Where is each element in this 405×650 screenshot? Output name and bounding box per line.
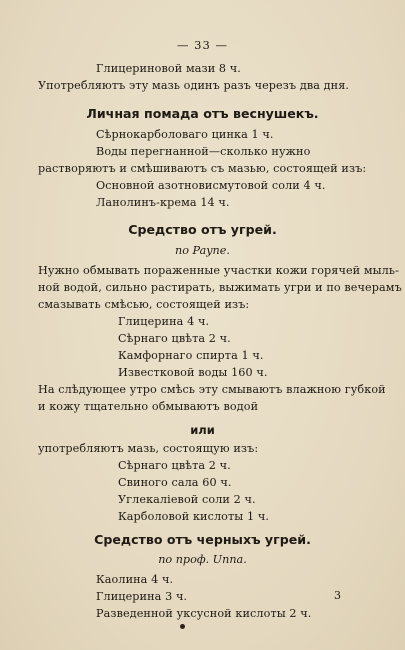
section2-line-1: Нужно обмывать пораженные участки кожи горячей мыль- — [38, 264, 399, 277]
page-number: — 33 — — [177, 38, 228, 52]
section2-line-9: и кожу тщательно обмываютъ водой — [38, 400, 259, 413]
section2-line-7: Известковой воды 160 ч. — [118, 366, 268, 379]
section1-line-2: Воды перегнанной—сколько нужно — [96, 145, 311, 158]
section2b-line-5: Карболовой кислоты 1 ч. — [118, 510, 269, 523]
section2-line-5: Сѣрнаго цвѣта 2 ч. — [118, 332, 231, 345]
section2-line-6: Камфорнаго спирта 1 ч. — [118, 349, 264, 362]
section2b-line-4: Углекалiевой соли 2 ч. — [118, 493, 256, 506]
section3-line-2: Глицерина 3 ч. — [96, 590, 188, 603]
section2b-line-3: Свиного сала 60 ч. — [118, 476, 232, 489]
intro-line-1: Глицериновой мази 8 ч. — [96, 62, 241, 75]
section1-line-4: Основной азотновисмутовой соли 4 ч. — [96, 179, 326, 192]
section2-line-2: ной водой, сильно растирать, выжимать угри и по вечерамъ — [38, 281, 402, 294]
section1-heading: Личная помада отъ веснушекъ. — [86, 106, 319, 121]
section1-line-1: Сѣрнокарболоваго цинка 1 ч. — [96, 128, 274, 141]
or-label: или — [190, 423, 215, 437]
section2b-line-1: употребляютъ мазь, состоящую изъ: — [38, 442, 259, 455]
section2-subtitle: по Payne. — [175, 244, 230, 257]
section3-subtitle: по проф. Unna. — [158, 553, 247, 566]
section2b-line-2: Сѣрнаго цвѣта 2 ч. — [118, 459, 231, 472]
section3-heading: Средство отъ черныхъ угрей. — [94, 532, 311, 547]
section2-heading: Средство отъ угрей. — [128, 222, 277, 237]
section3-line-3: Разведенной уксусной кислоты 2 ч. — [96, 607, 312, 620]
section2-line-4: Глицерина 4 ч. — [118, 315, 210, 328]
intro-line-2: Употребляютъ эту мазь одинъ разъ черезъ два дня. — [38, 79, 350, 92]
signature-mark: 3 — [334, 589, 341, 602]
section1-line-5: Ланолинъ-крема 14 ч. — [96, 196, 230, 209]
section2-line-3: смазывать смѣсью, состоящей изъ: — [38, 298, 250, 311]
section3-line-1: Каолина 4 ч. — [96, 573, 174, 586]
ink-dot — [180, 624, 185, 629]
section1-line-3: растворяютъ и смѣшиваютъ съ мазью, состоящей изъ: — [38, 162, 367, 175]
section2-line-8: На слѣдующее утро смѣсь эту смываютъ влажною губкой — [38, 383, 386, 396]
